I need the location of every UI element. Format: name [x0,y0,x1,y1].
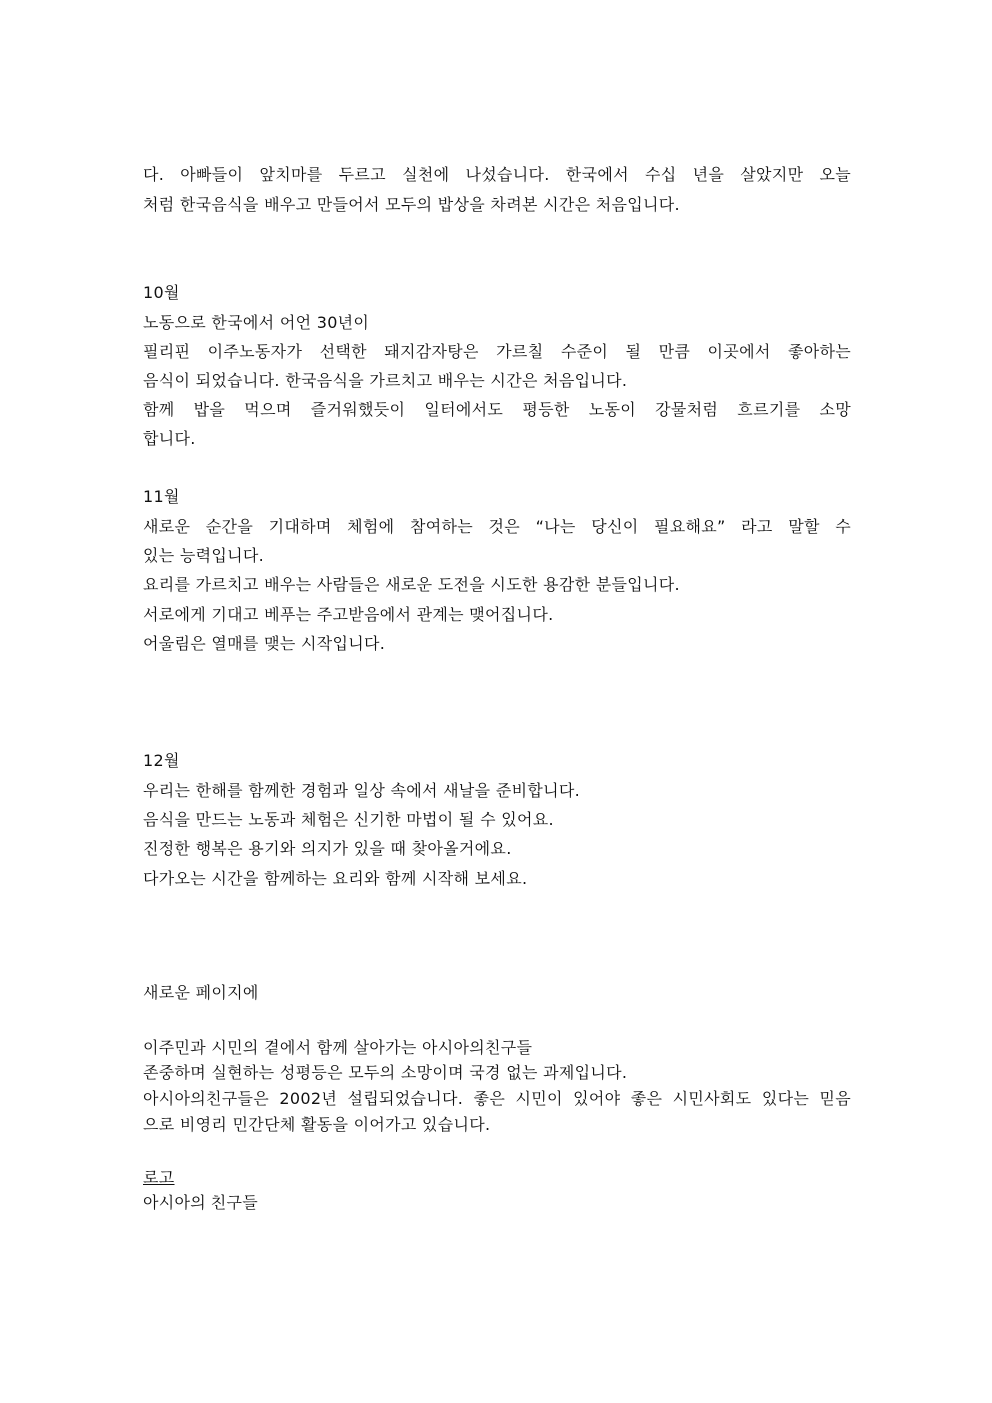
november-line-4: 서로에게 기대고 베푸는 주고받음에서 관계는 맺어집니다. [143,605,554,624]
intro-line-1: 다. 아빠들이 앞치마를 두르고 실천에 나섰습니다. 한국에서 수십 년을 살았지만 오늘 [143,165,851,184]
november-line-3: 요리를 가르치고 배우는 사람들은 새로운 도전을 시도한 용감한 분들입니다. [143,575,680,594]
new-page-line-4: 으로 비영리 민간단체 활동을 이어가고 있습니다. [143,1115,491,1134]
new-page-line-2: 존중하며 실현하는 성평등은 모두의 소망이며 국경 없는 과제입니다. [143,1063,628,1082]
december-heading: 12월 [143,751,180,770]
november-line-5: 어울림은 열매를 맺는 시작입니다. [143,634,386,653]
november-line-2: 있는 능력입니다. [143,546,265,565]
december-line-1: 우리는 한해를 함께한 경험과 일상 속에서 새날을 준비합니다. [143,781,580,800]
new-page-line-3: 아시아의친구들은 2002년 설립되었습니다. 좋은 시민이 있어야 좋은 시민사회도 있다는 믿음 [143,1089,851,1108]
october-line-1: 노동으로 한국에서 어언 30년이 [143,313,370,332]
october-heading: 10월 [143,283,180,302]
december-line-4: 다가오는 시간을 함께하는 요리와 함께 시작해 보세요. [143,869,528,888]
october-line-4: 함께 밥을 먹으며 즐거워했듯이 일터에서도 평등한 노동이 강물처럼 흐르기를 소망 [143,400,851,419]
new-page-line-1: 이주민과 시민의 곁에서 함께 살아가는 아시아의친구들 [143,1038,533,1057]
new-page-heading: 새로운 페이지에 [143,983,259,1002]
december-line-2: 음식을 만드는 노동과 체험은 신기한 마법이 될 수 있어요. [143,810,554,829]
november-heading: 11월 [143,487,180,506]
logo-name: 아시아의 친구들 [143,1195,259,1212]
december-line-3: 진정한 행복은 용기와 의지가 있을 때 찾아올거에요. [143,839,512,858]
november-line-1: 새로운 순간을 기대하며 체험에 참여하는 것은 “나는 당신이 필요해요” 라고 말할 수 [143,517,851,536]
logo-label: 로고 [143,1168,175,1187]
october-line-5: 합니다. [143,429,196,448]
intro-line-2: 처럼 한국음식을 배우고 만들어서 모두의 밥상을 차려본 시간은 처음입니다. [143,195,680,214]
october-line-2: 필리핀 이주노동자가 선택한 돼지감자탕은 가르칠 수준이 될 만큼 이곳에서 좋아하는 [143,342,851,361]
october-line-3: 음식이 되었습니다. 한국음식을 가르치고 배우는 시간은 처음입니다. [143,371,628,390]
